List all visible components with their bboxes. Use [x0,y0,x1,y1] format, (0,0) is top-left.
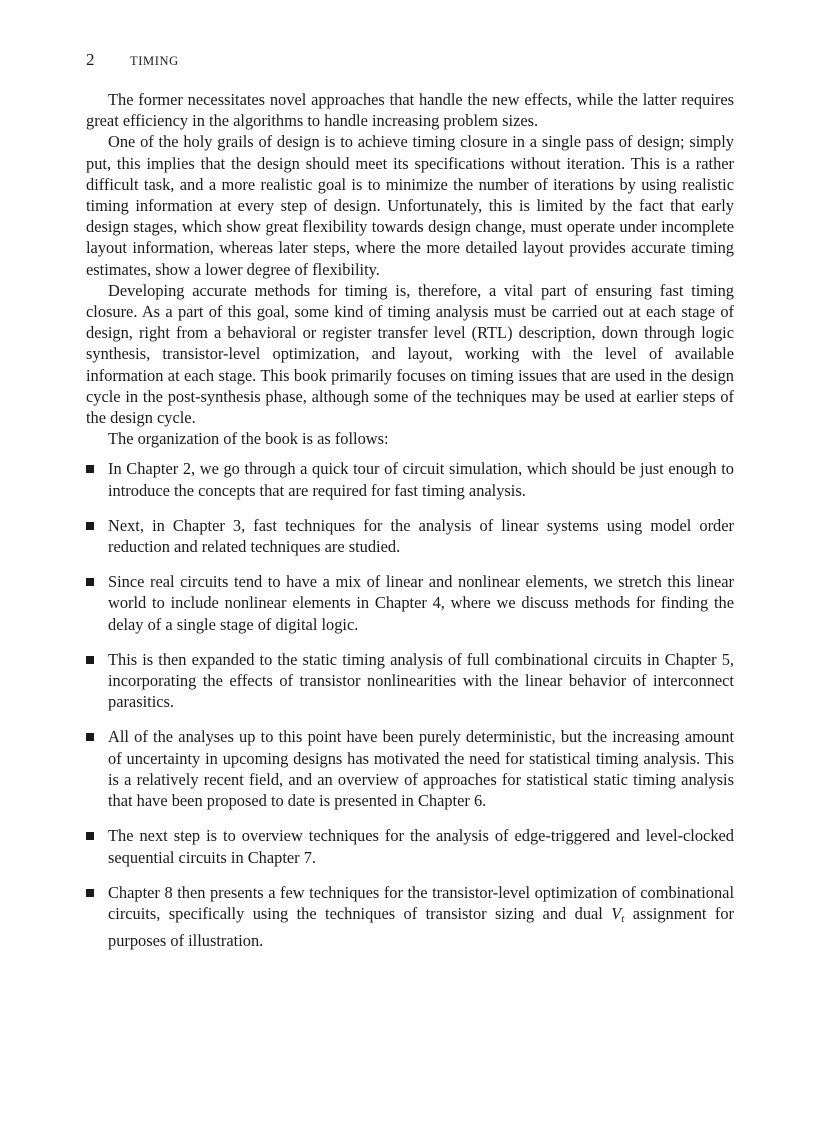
list-item-text: Next, in Chapter 3, fast techniques for the analysis of linear systems using model order reduction and related techniques are studied. [108,515,734,557]
square-bullet-icon [86,889,94,897]
list-item-text: All of the analyses up to this point have been purely deterministic, but the increasing amount of uncertainty in upcoming designs has motivated the need for statistical timing analysis. This is a relatively recent field, and an overview of approaches for statistical static timing analysis that have been proposed to date is presented in Chapter 6. [108,727,734,811]
list-item [86,649,734,713]
list-item-text: The next step is to overview techniques for the analysis of edge-triggered and level-clocked sequential circuits in Chapter 7. [108,826,734,867]
list-item [86,571,734,635]
list-item [86,515,734,557]
chapter-overview-list [86,458,734,951]
paragraph: One of the holy grails of design is to achieve timing closure in a single pass of design; simply put, this implies that the design should meet its specifications without iteration. This is a rather difficult task, and a more realistic goal is to minimize the number of iterations by using realistic timing information at every step of design. Unfortunately, this is limited by the fact that early design stages, which show great flexibility towards design change, must operate under incomplete layout information, whereas later steps, where the more detailed layout provides accurate timing estimates, show a lower degree of flexibility. [86,132,734,279]
square-bullet-icon [86,522,94,530]
square-bullet-icon [86,656,94,664]
list-item [86,458,734,500]
list-item-text-before: Chapter 8 then presents a few techniques for the transistor-level optimization of combinational circuits, specifically using the techniques of transistor sizing and dual [108,882,734,923]
square-bullet-icon [86,733,94,741]
square-bullet-icon [86,465,94,473]
body-text [86,89,734,965]
paragraph: The organization of the book is as follows: [108,429,389,449]
list-item-text-after: assignment for purposes of illustration. [108,903,734,951]
page-header [86,50,179,70]
paragraph: Developing accurate methods for timing is, therefore, a vital part of ensuring fast timing closure. As a part of this goal, some kind of timing analysis must be carried out at each stage of design, right from a behavioral or register transfer level (RTL) description, down through logic synthesis, transistor-level optimization, and layout, working with the level of available information at each stage. This book primarily focuses on timing issues that are used in the design cycle in the post-synthesis phase, although some of the techniques may be used at earlier steps of the design cycle. [86,280,734,428]
list-item [86,825,734,867]
paragraph: The former necessitates novel approaches that handle the new effects, while the latter requires great efficiency in the algorithms to handle increasing problem sizes. [86,90,734,131]
list-item-text [108,883,734,950]
list-item [86,882,734,952]
square-bullet-icon [86,578,94,586]
list-item-text: Since real circuits tend to have a mix of linear and nonlinear elements, we stretch this linear world to include nonlinear elements in Chapter 4, where we discuss methods for finding the delay of a single stage of digital logic. [108,572,734,634]
math-subscript: t [621,912,625,925]
list-item-text: In Chapter 2, we go through a quick tour of circuit simulation, which should be just enough to introduce the concepts that are required for fast timing analysis. [108,459,734,500]
running-head: TIMING [130,54,179,68]
list-item-text: This is then expanded to the static timing analysis of full combinational circuits in Chapter 5, incorporating the effects of transistor nonlinearities with the linear behavior of interconnect parasitics. [108,649,734,712]
list-item [86,726,734,811]
page-number: 2 [86,50,95,69]
square-bullet-icon [86,832,94,840]
math-variable: V [611,903,622,923]
